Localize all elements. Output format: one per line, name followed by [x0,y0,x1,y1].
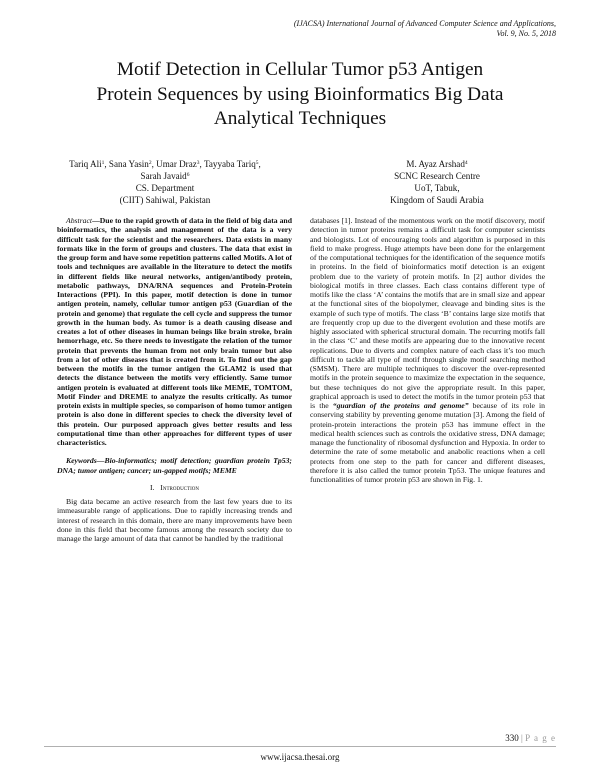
page-label: P a g e [525,733,556,743]
author-affiliation-mark: 6 [186,172,190,178]
author-country: Kingdom of Saudi Arabia [390,195,484,205]
section-heading [57,483,292,492]
title-line-2: Protein Sequences by using Bioinformatics Big Data [96,83,504,105]
author-names-line-2 [40,170,290,182]
author-block-right [320,158,554,206]
emphasis-quote: “guardian of the proteins and genome” [332,401,469,410]
author-affiliation-mark: 2 [148,160,152,166]
author-organization: (CIIT) Sahiwal, Pakistan [119,195,211,205]
footer-divider [44,746,556,747]
journal-header [196,19,556,38]
introduction-paragraph: Big data became an active research from the last few years due to its immeasurable range of applications. Due to rapidly increasing trends and interest of research in this domain, there are many improvements have been done in this field that become famous among the research society due to manage the large amount of data that cannot be handled by the traditional [57,497,292,543]
author-name: M. Ayaz Arshad [406,159,465,169]
author-affiliation-mark: 3 [196,160,200,166]
author-name: Tayyaba Tariq [203,159,256,169]
paper-title [40,58,560,132]
page-separator: | [521,733,523,743]
right-column [310,216,545,484]
abstract-text: —Due to the rapid growth of data in the field of big data and bioinformatics, the analysis and management of the data is a very difficult task for the scientist and the researchers. Data exists in many formats like in the form of groups and clusters. The data that exist in the group form and have some repetition patterns called Motifs. A lot of tools and techniques are available in the literature to detect the motifs in different fields like neural networks, antigen/antibody protein, metabolic pathways, DNA/RNA sequences and Protein-Protein Interactions (PPI). In this paper, motif detection is done in tumor antigen protein, namely, cellular tumor antigen p53 (Guardian of the protein and genome) that regulate the cell cycle and suppress the tumor growth in the human body. As tumor is a death causing disease and creates a lot of other diseases in human beings like brain stroke, brain hemorrhage, etc. So there needs to investigate the relation of the tumor protein that prevents the human from not only brain tumor but also from a lot of other diseases that is created from it. To find out the gap between the motifs in the tumor antigen the GLAM2 is used that detects the distance between the motifs very efficiently. Same tumor antigen protein is evaluated at different tools like MEME, TOMTOM, Motif Finder and DREME to analyze the results critically. As tumor protein exists in multiple species, so comparison of homo tumor antigen protein is also done in different species to check the diversity level of this protein. Our purposed approach gives better results and less computational time than other approaches for different types of user characteristics. [57,216,292,447]
author-name: Sarah Javaid [140,171,187,181]
author-name: Sana Yasin [108,159,149,169]
author-affiliation-mark: 4 [464,160,468,166]
keywords: Keywords—Bio-informatics; motif detection; guardian protein Tp53; DNA; tumor antigen; cancer; un-gapped motifs; MEME [57,456,292,475]
abstract [57,216,292,447]
left-column [57,216,292,543]
section-title: Introduction [160,482,199,492]
section-numeral: I. [150,482,155,492]
title-line-1: Motif Detection in Cellular Tumor p53 Antigen [116,59,484,80]
journal-volume: Vol. 9, No. 5, 2018 [496,28,556,38]
page-number-value: 330 [505,733,519,743]
title-line-3: Analytical Techniques [213,108,387,129]
author-names-line-1: Tariq Ali$^1$, Sana Yasin$^2$, Umar Draz$^3$, Tayyaba Tariq$^5$, [69,159,261,169]
author-name: Tariq Ali [69,159,102,169]
author-affiliation-mark: 5 [255,160,259,166]
page-number [505,733,556,743]
abstract-label: Abstract [66,216,93,225]
author-organization: UoT, Tabuk, [414,183,460,193]
author-block-left [40,158,290,206]
journal-name: (IJACSA) International Journal of Advanced Computer Science and Applications, [293,19,556,28]
author-department: CS. Department [135,183,195,193]
author-affiliation-mark: 1 [101,160,105,166]
author-department: SCNC Research Centre [394,171,480,181]
author-name: Umar Draz [156,159,197,169]
body-paragraph: databases [1]. Instead of the momentous work on the motif discovery, motif detection in tumor proteins remains a difficult task for computer scientists and biologists. Lot of encouraging tools and algorithm is purposed in this field to make progress. Huge attempts have been done for the enlargement of the computational techniques for the identification of the sequence motifs in proteins. In the field of bioinformatics motif detection is an exigent problem due to the variety of protein motifs. In [2] author divides the biological motifs in three classes. Each class contains different type of motifs like the class ‘A’ contains the motifs that are in small size and appear at the functional sites of the biopolymer, cleavage and binding sites is the example of such type of motifs. The class ‘B’ contains large size motifs that are frequently crop up due to the divergent evolution and these motifs are highly associated with spherical structural domain. The recurring motifs fall in the class ‘C’ and these motifs are appearing due to the innovative recent replications. Due to diverts and complex nature of each class it’s too much difficult to tackle all type of motif through single motif searching method (SMSM). There are multiple techniques to discover the over-represented motifs in the protein sequence to maximize the expectation in the sequence, but these techniques do not give the appropriate result. In this paper, graphical approach is used to detect the motifs in the tumor protein p53 that is the “guardian of the proteins and genome” because of its role in conserving stability by preventing genome mutation [3]. Among the field of protein-protein interactions the protein p53 has immune effect in the medical health sciences such as controls the oxidative stress, DNA damage; manage the functionality of ribosomal dysfunction and Hypoxia. In order to determine the rate of some metabolic and anabolic reactions when a cell protects from one step to the path for cancer and different diseases, therefore it is also called the tumor protein Tp53. The unique features and functionalities of tumor protein p53 are shown in Fig. 1. [310,216,546,484]
author-name-line [320,158,554,170]
journal-url: www.ijacsa.thesai.org [260,752,340,762]
